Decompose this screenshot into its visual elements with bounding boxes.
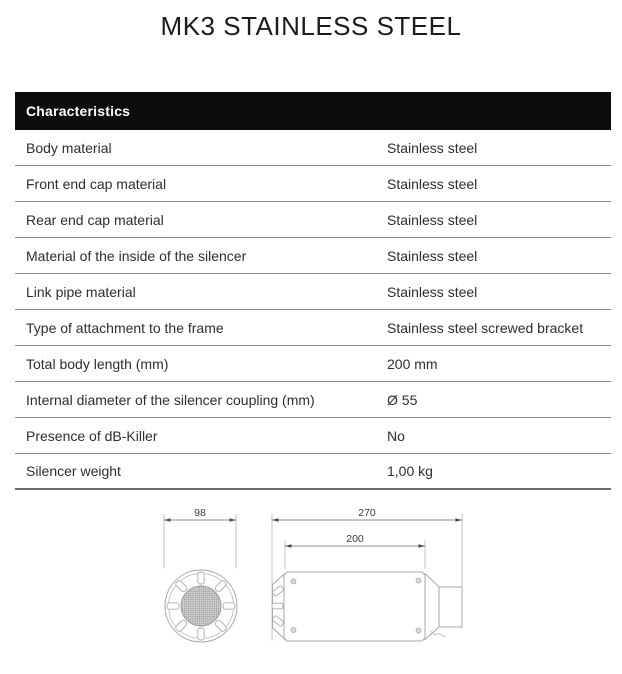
row-label: Presence of dB-Killer [26, 427, 158, 444]
table-row [15, 454, 611, 490]
characteristics-table [15, 92, 611, 490]
row-value: Stainless steel [387, 247, 478, 264]
table-row [15, 130, 611, 166]
table-row [15, 346, 611, 382]
dimension-diameter-label: 98 [194, 507, 206, 519]
row-label: Silencer weight [26, 463, 121, 479]
page-title: MK3 STAINLESS STEEL [160, 11, 462, 41]
row-label: Internal diameter of the silencer coupling (mm) [26, 391, 315, 408]
table-row [15, 310, 611, 346]
table-row [15, 166, 611, 202]
front-view [164, 507, 237, 642]
table-row [15, 418, 611, 454]
table-row [15, 382, 611, 418]
row-value: Ø 55 [387, 391, 418, 408]
row-value: Stainless steel [387, 211, 478, 228]
row-label: Body material [26, 139, 112, 156]
dimension-body-length-label: 200 [346, 533, 364, 545]
row-value: Stainless steel [387, 175, 478, 192]
row-value: Stainless steel [387, 139, 478, 156]
row-label: Link pipe material [26, 283, 136, 300]
table-row [15, 238, 611, 274]
row-label: Rear end cap material [26, 211, 164, 228]
row-label: Total body length (mm) [26, 355, 169, 372]
silencer-drawing [0, 500, 622, 669]
table-row [15, 202, 611, 238]
row-label: Front end cap material [26, 175, 167, 192]
row-value: Stainless steel screwed bracket [387, 319, 584, 336]
row-label: Type of attachment to the frame [26, 319, 224, 336]
row-value: 1,00 kg [387, 463, 433, 479]
row-value: No [387, 427, 405, 444]
side-view [272, 507, 462, 641]
table-header: Characteristics [15, 92, 611, 130]
dimension-overall-length-label: 270 [358, 507, 376, 519]
row-value: Stainless steel [387, 283, 478, 300]
row-value: 200 mm [387, 355, 438, 372]
technical-drawing [0, 500, 622, 669]
row-label: Material of the inside of the silencer [26, 247, 247, 264]
table-row [15, 274, 611, 310]
